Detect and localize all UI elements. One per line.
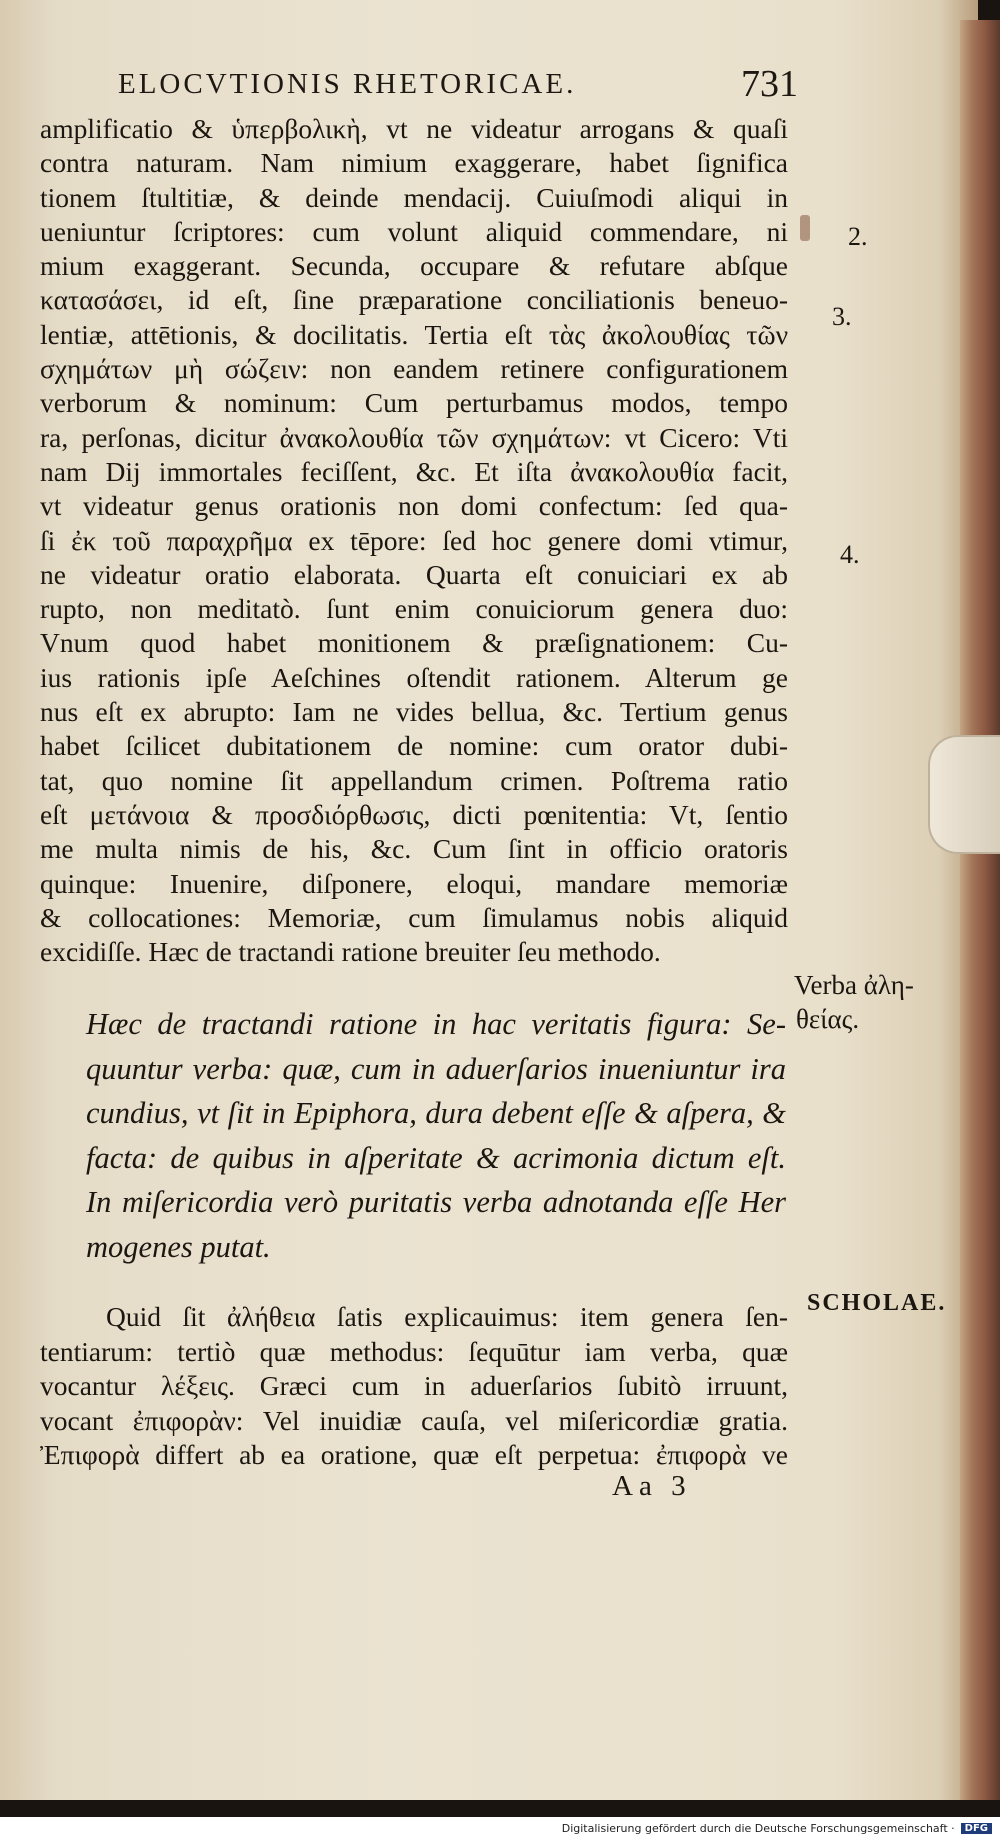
margin-note-verba bbox=[794, 968, 914, 1036]
page-number: 731 bbox=[741, 63, 798, 105]
margin-note-verba-line1: Verba ἀλη- bbox=[794, 970, 914, 1000]
scholae-text bbox=[40, 1300, 788, 1473]
text-line: vocantur λέξεις. Græci cum in aduerſarios ſubitò irruunt, bbox=[40, 1370, 788, 1401]
italic-summary bbox=[86, 1002, 786, 1269]
text-line: me multa nimis de his, &c. Cum ſint in officio oratoris bbox=[40, 833, 788, 865]
main-text bbox=[40, 112, 788, 969]
text-line: ueniuntur ſcriptores: cum volunt aliquid commendare, ni bbox=[40, 215, 788, 247]
text-line: excidiſſe. Hæc de tractandi ratione breuiter ſeu methodo. bbox=[40, 936, 661, 968]
text-line: σχημάτων μὴ σώζειν: non eandem retinere configurationem bbox=[40, 353, 788, 385]
text-line: vt videatur genus orationis non domi confectum: ſed qua- bbox=[40, 490, 788, 522]
text-line: contra naturam. Nam nimium exaggerare, habet ſignifica bbox=[40, 147, 788, 179]
margin-note-verba-line2: θείας. bbox=[796, 1004, 860, 1034]
text-line: tionem ſtultitiæ, & deinde mendacij. Cuiuſmodi aliqui in bbox=[40, 181, 788, 213]
text-line: ſi ἐκ τοῦ παραχρῆμα ex tēpore: ſed hoc genere domi vtimur, bbox=[40, 524, 788, 556]
text-line: Quid ſit ἀλήθεια ſatis explicauimus: item genera ſen- bbox=[106, 1301, 788, 1332]
running-title: ELOCVTIONIS RHETORICAE. bbox=[118, 68, 577, 100]
margin-number-4: 4. bbox=[840, 540, 860, 569]
text-line: tat, quo nomine ſit appellandum crimen. Poſtrema ratio bbox=[40, 764, 788, 796]
signature-mark: Aa 3 bbox=[612, 1470, 692, 1502]
page-edge bbox=[960, 20, 1000, 1800]
text-line: verborum & nominum: Cum perturbamus modos, tempo bbox=[40, 387, 788, 419]
text-line: eſt μετάνοια & προσδιόρθωσις, dicti pœnitentia: Vt, ſentio bbox=[40, 798, 788, 830]
text-line: mium exaggerant. Secunda, occupare & refutare abſque bbox=[40, 250, 788, 282]
book-clasp bbox=[928, 735, 1000, 854]
footer-text: Digitalisierung gefördert durch die Deutsche Forschungsgemeinschaft · bbox=[561, 1821, 955, 1835]
text-line: ra, perſonas, dicitur ἀνακολουθία τῶν σχημάτων: vt Cicero: Vti bbox=[40, 421, 788, 453]
text-line: ius rationis ipſe Aeſchines oſtendit rationem. Alterum ge bbox=[40, 661, 788, 693]
text-line: nam Dij immortales feciſſent, &c. Et iſta ἀνακολουθία facit, bbox=[40, 455, 788, 487]
dfg-logo-icon: DFG bbox=[961, 1823, 992, 1834]
text-line: Vnum quod habet monitionem & præſignationem: Cu- bbox=[40, 627, 788, 659]
margin-number-2: 2. bbox=[848, 222, 868, 251]
text-line: & collocationes: Memoriæ, cum ſimulamus nobis aliquid bbox=[40, 901, 788, 933]
italic-line: In miſericordia verò puritatis verba adnotanda eſſe Her bbox=[86, 1185, 786, 1219]
text-line: quinque: Inuenire, diſponere, eloqui, mandare memoriæ bbox=[40, 867, 788, 899]
ink-speck bbox=[800, 215, 810, 241]
running-header bbox=[118, 63, 798, 105]
text-line: Ἐπιφορὰ differt ab ea oratione, quæ eſt perpetua: ἐπιφορὰ ve bbox=[40, 1439, 788, 1470]
text-line: rupto, non meditatò. ſunt enim conuiciorum genera duo: bbox=[40, 593, 788, 625]
text-line: tentiarum: tertiò quæ methodus: ſequūtur iam verba, quæ bbox=[40, 1335, 788, 1367]
italic-line: quuntur verba: quæ, cum in aduerſarios inueniuntur ira bbox=[86, 1051, 786, 1086]
text-line: vocant ἐπιφορὰν: Vel inuidiæ cauſa, vel miſericordiæ gratia. bbox=[40, 1404, 788, 1436]
margin-number-3: 3. bbox=[832, 302, 852, 331]
text-line: lentiæ, attētionis, & docilitatis. Tertia eſt τὰς ἀκολουθίας τῶν bbox=[40, 318, 788, 350]
italic-line: mogenes putat. bbox=[86, 1229, 271, 1264]
margin-note-scholae: SCHOLAE. bbox=[807, 1290, 947, 1316]
text-line: habet ſcilicet dubitationem de nomine: cum orator dubi- bbox=[40, 730, 788, 762]
italic-line: facta: de quibus in aſperitate & acrimonia dictum eſt. bbox=[86, 1140, 786, 1175]
italic-line: Hæc de tractandi ratione in hac veritatis figura: Se- bbox=[86, 1007, 786, 1041]
text-line: κατασάσει, id eſt, ſine præparatione conciliationis beneuo- bbox=[40, 284, 788, 316]
text-line: ne videatur oratio elaborata. Quarta eſt conuiciari ex ab bbox=[40, 558, 788, 590]
text-line: nus eſt ex abrupto: Iam ne vides bellua, &c. Tertium genus bbox=[40, 696, 788, 728]
digitization-footer bbox=[0, 1817, 1000, 1839]
italic-line: cundius, vt ſit in Epiphora, dura debent eſſe & aſpera, & bbox=[86, 1096, 786, 1130]
text-line: amplificatio & ὑπερβολικὴ, vt ne videatur arrogans & quaſi bbox=[40, 113, 788, 144]
